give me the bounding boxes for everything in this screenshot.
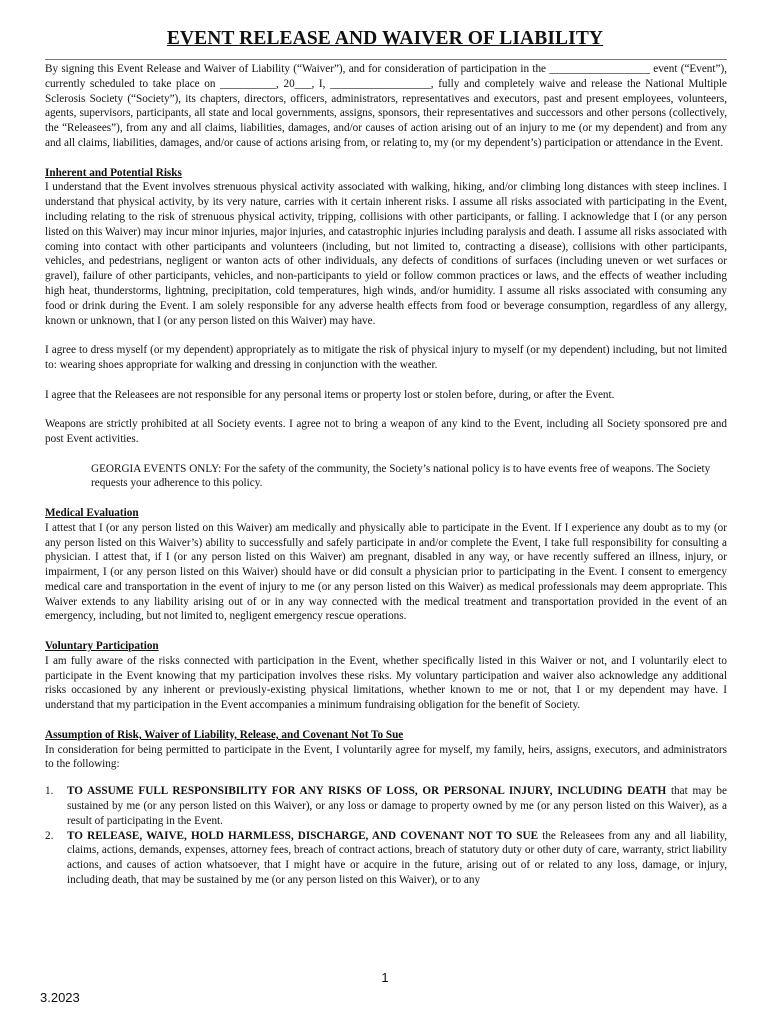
- risks-heading: Inherent and Potential Risks: [45, 166, 182, 179]
- assumption-heading: Assumption of Risk, Waiver of Liability, Release, and Covenant Not To Sue: [45, 728, 404, 741]
- document-title: EVENT RELEASE AND WAIVER OF LIABILITY: [166, 28, 604, 49]
- list-item-lead: TO RELEASE, WAIVE, HOLD HARMLESS, DISCHARGE, AND COVENANT NOT TO SUE: [67, 829, 539, 842]
- weapons-paragraph: Weapons are strictly prohibited at all Society events. I agree not to bring a weapon of any kind to the Event, including all Society sponsored pre and post Event activities.: [45, 418, 727, 445]
- intro-paragraph: By signing this Event Release and Waiver of Liability (“Waiver”), and for consideration of participation in the __________________ event (“Event”), currently scheduled to take place on __________, 20___, I, __________________, fully and completely waive and release the National Multiple Sclerosis Society (“Society”), its chapters, directors, officers, administrators, representatives and executors, past and present employees, volunteers, agents, supervisors, participants, all state and local governments, assigns, sponsors, their representatives and successors and other persons (collectively, the “Releasees”), from any and all claims, liabilities, damages, and/or causes of action arising out of an injury to me (or my dependent) and from any and all claims, liabilities, damages, and/or cause of actions arising from, or relating to, my (or my dependent’s) participation or attendance in the Event.: [45, 63, 727, 149]
- list-item: [45, 829, 727, 888]
- title-divider: [45, 59, 727, 60]
- list-item-number: 2.: [45, 829, 54, 842]
- agreement-list: [45, 784, 727, 888]
- medical-paragraph: I attest that I (or any person listed on this Waiver) am medically and physically able to participate in the Event. If I experience any doubt as to my (or any person listed on this Waiver’s) ability to successfully and safely participate in and/or complete the Event, I take full responsibility for consulting a physician. I attest that, if I (or any person listed on this Waiver) am pregnant, disabled in any way, or have recently suffered an illness, injury, or impairment, I (or any person listed on this Waiver) should have or did consult a physician prior to participating in the Event. I consent to emergency medical care and transportation in the event of injury to me (or any person listed on this Waiver) as medical professionals may deem appropriate. This Waiver extends to any liability arising out of or in any way connected with the medical treatment and transportation provided in the event of an emergency, including, but not limited to, negligent emergency rescue operations.: [45, 521, 727, 623]
- assumption-paragraph: In consideration for being permitted to participate in the Event, I voluntarily agree for myself, my family, heirs, assigns, executors, and administrators to the following:: [45, 743, 727, 771]
- medical-heading: Medical Evaluation: [45, 506, 139, 519]
- list-item-number: 1.: [45, 785, 54, 798]
- document-body: [45, 62, 727, 888]
- list-item-text: that may be sustained by me (or any person listed on this Waiver), or any loss or damage to property owned by me (or any person listed on this Waiver), as a result of participating in the Event.: [67, 785, 727, 827]
- voluntary-heading: Voluntary Participation: [45, 640, 159, 653]
- risks-paragraph: I understand that the Event involves strenuous physical activity associated with walking, hiking, and/or climbing long distances with steep inclines. I understand that physical activity, by its very nature, carries with it certain inherent risks. I assume all risks associated with participating in the Event, including relating to the risk of strenuous physical activity, tripping, collisions with other participants, or falling. I acknowledge that I (or any person listed on this Waiver) may incur minor injuries, major injuries, and catastrophic injuries including paralysis and death. I assume all risks associated with coming into contact with other participants and volunteers (including, but not limited to, contracting a disease), collisions with other participants, vehicles, and pedestrians, negligent or wanton acts of other individuals, any defects of conditions of surfaces (including uneven or wet surfaces or gravel), failure of other participants, vehicles, and non-participants to yield or follow common practices or laws, and the effects of weather including high heat, thunderstorms, lightning, precipitation, cold temperatures, high winds, and/or humidity. I assume all risks associated with consuming any food or drink during the Event. I am solely responsible for any adverse health effects from food or beverage consumption, regardless of any allergy, known or unknown, that I (or any person listed on this Waiver) may have.: [45, 181, 727, 327]
- list-item-lead: TO ASSUME FULL RESPONSIBILITY FOR ANY RISKS OF LOSS, OR PERSONAL INJURY, INCLUDING DEATH: [67, 785, 667, 798]
- list-item: [45, 784, 727, 828]
- dress-paragraph: I agree to dress myself (or my dependent) appropriately as to mitigate the risk of physical injury to myself (or my dependent) including, but not limited to: wearing shoes appropriate for walking and dressing in conjunction with the weather.: [45, 344, 727, 371]
- version-label: 3.2023: [40, 990, 80, 1005]
- voluntary-paragraph: I am fully aware of the risks connected with participation in the Event, whether specifically listed in this Waiver or not, and I voluntarily elect to participate in the Event knowing that my participation involves these risks. My voluntary participation and waiver also acknowledge any additional risks occasioned by any inherent or previously-existing physical limitations, whether known to me or not, that I or my dependent may have. I understand that my participation in the Event accompanies a minimum fundraising obligation for the benefit of Society.: [45, 654, 727, 712]
- list-item-text: the Releasees from any and all liability, claims, actions, demands, expenses, attorney fees, breach of contract actions, breach of statutory duty or other duty of care, warranty, strict liability actions, and causes of action whatsoever, that I might have or acquire in the future, arising out of or related to any loss, damage, or injury, including death, that may be sustained by me (or any person listed on this Waiver), or to any: [67, 829, 727, 887]
- page-number: 1: [381, 970, 389, 985]
- georgia-paragraph: GEORGIA EVENTS ONLY: For the safety of the community, the Society’s national policy is to have events free of weapons. The Society requests your adherence to this policy.: [91, 462, 711, 490]
- property-paragraph: I agree that the Releasees are not responsible for any personal items or property lost or stolen before, during, or after the Event.: [45, 388, 615, 401]
